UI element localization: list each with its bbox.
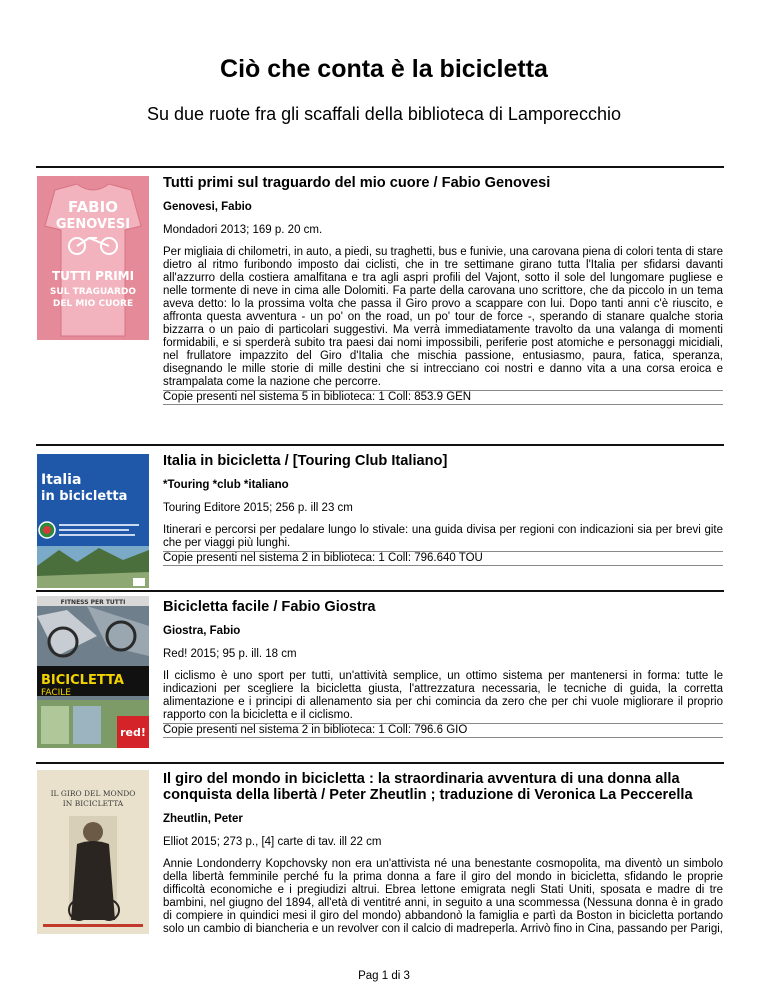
svg-text:Italia: Italia: [41, 472, 82, 488]
book-copies: Copie presenti nel sistema 5 in biblioteca: 1 Coll: 853.9 GEN: [163, 391, 723, 405]
book-copies: Copie presenti nel sistema 2 in biblioteca: 1 Coll: 796.640 TOU: [163, 552, 723, 566]
book-title[interactable]: Bicicletta facile / Fabio Giostra: [163, 599, 376, 615]
book-publication: Red! 2015; 95 p. ill. 18 cm: [163, 648, 297, 660]
svg-text:DEL MIO CUORE: DEL MIO CUORE: [52, 299, 134, 309]
entry-divider: [36, 762, 724, 764]
book-cover-image[interactable]: [37, 770, 149, 934]
svg-text:TUTTI PRIMI: TUTTI PRIMI: [51, 269, 135, 283]
page-title: Ciò che conta è la bicicletta: [220, 55, 548, 83]
svg-text:IL GIRO DEL MONDO: IL GIRO DEL MONDO: [50, 789, 136, 798]
book-abstract: Il ciclismo è uno sport per tutti, un'attività semplice, un ottimo sistema per mantenersi in forma: tutte le indicazioni per scegliere la bicicletta giusta, l'attrezzatura necessaria, le tecniche di guida, la corretta alimentazione e i principi di allenamento sia per chi comincia da zero che per chi vuole migliorare il proprio rapporto con la bicicletta e il ciclismo.: [163, 670, 723, 724]
book-publication: Elliot 2015; 273 p., [4] carte di tav. ill 22 cm: [163, 836, 382, 848]
svg-text:IN BICICLETTA: IN BICICLETTA: [62, 799, 124, 808]
book-cover-image[interactable]: [37, 176, 149, 340]
book-author: Giostra, Fabio: [163, 625, 241, 637]
entry-divider: [36, 590, 724, 592]
svg-text:in bicicletta: in bicicletta: [41, 489, 128, 504]
page-footer: Pag 1 di 3: [358, 970, 410, 982]
svg-text:FABIO: FABIO: [68, 198, 118, 216]
book-cover-image[interactable]: [37, 596, 149, 748]
entry-divider: [36, 166, 724, 168]
book-abstract: Annie Londonderry Kopchovsky non era un'attivista né una benestante cosmopolita, ma diventò un simbolo della libertà femminile perché fu la prima donna a fare il giro del mondo in bicicletta, sfidando le proprie difficoltà economiche e i pregiudizi altrui. Ebrea lettone emigrata negli Stati Uniti, sposata e madre di tre bambini, nel giugno del 1894, all'età di ventitré anni, in seguito a una scommessa (Nessuna donna è in grado di compiere in quindici mesi il giro del mondo) abbandonò la famiglia e partì da Boston in bicicletta portando solo un cambio di biancheria e un revolver con il calcio di madreperla. Arrivò fino in Cina, passando per Parigi,: [163, 858, 723, 935]
book-cover-image[interactable]: [37, 454, 149, 588]
book-author: Zheutlin, Peter: [163, 813, 243, 825]
book-title[interactable]: Tutti primi sul traguardo del mio cuore / Fabio Genovesi: [163, 175, 551, 191]
svg-text:FITNESS PER TUTTI: FITNESS PER TUTTI: [60, 599, 126, 606]
book-author: Genovesi, Fabio: [163, 201, 252, 213]
book-copies: Copie presenti nel sistema 2 in biblioteca: 1 Coll: 796.6 GIO: [163, 724, 723, 738]
book-info: [163, 771, 723, 937]
book-info: [163, 599, 723, 738]
svg-text:BICICLETTA: BICICLETTA: [41, 673, 124, 688]
book-title[interactable]: Il giro del mondo in bicicletta : la straordinaria avventura di una donna alla conquista della libertà / Peter Zheutlin ; traduzione di Veronica La Peccerella: [163, 771, 693, 803]
page-subtitle: Su due ruote fra gli scaffali della biblioteca di Lamporecchio: [147, 104, 621, 124]
book-abstract: Per migliaia di chilometri, in auto, a piedi, su traghetti, bus e funivie, una carovana piena di colori tenta di stare dietro al ritmo furibondo imposto dai ciclisti, che in tre settimane girano tutta l'Italia per sfidarsi davanti all'azzurro della costiera amalfitana e tra agli aspri profili del Vajont, sotto il sole del lungomare pugliese e nelle tormente di neve in cima alle Dolomiti. Fa parte della carovana uno scrittore, che da piccolo in un tema aveva detto: lo la prossima volta che passa il Giro provo a scappare con lui. Dopo tanti anni c'è riuscito, e affronta questa avventura - un po' on the road, un po' tour de force -, sperando di stanare qualche storia bizzarra o un paio di particolari suggestivi. Ma verrà immediatamente travolto da una valanga di momenti formidabili, e si sperderà subito tra paesi dai nomi impossibili, periferie post atomiche e personaggi micidiali, nel frullatore impazzito del Giro d'Italia che mischia passione, entusiasmo, paura, fatica, speranza, disegnando le mille storie di mille destini che si intrecciano coi nostri e danno vita a una corsa eroica e strampalata come la nazione che percorre.: [163, 246, 723, 391]
svg-text:FACILE: FACILE: [41, 688, 71, 698]
svg-text:GENOVESI: GENOVESI: [55, 217, 131, 232]
book-abstract: Itinerari e percorsi per pedalare lungo lo stivale: una guida divisa per regioni con indicazioni sia per brevi gite che per viaggi più lunghi.: [163, 524, 723, 552]
book-author: *Touring *club *italiano: [163, 479, 289, 491]
book-publication: Touring Editore 2015; 256 p. ill 23 cm: [163, 502, 353, 514]
book-title[interactable]: Italia in bicicletta / [Touring Club Italiano]: [163, 453, 448, 469]
book-info: [163, 453, 723, 566]
book-info: [163, 175, 723, 405]
book-publication: Mondadori 2013; 169 p. 20 cm.: [163, 224, 323, 236]
entry-divider: [36, 444, 724, 446]
svg-text:red!: red!: [120, 726, 146, 739]
svg-text:SUL TRAGUARDO: SUL TRAGUARDO: [49, 287, 137, 297]
